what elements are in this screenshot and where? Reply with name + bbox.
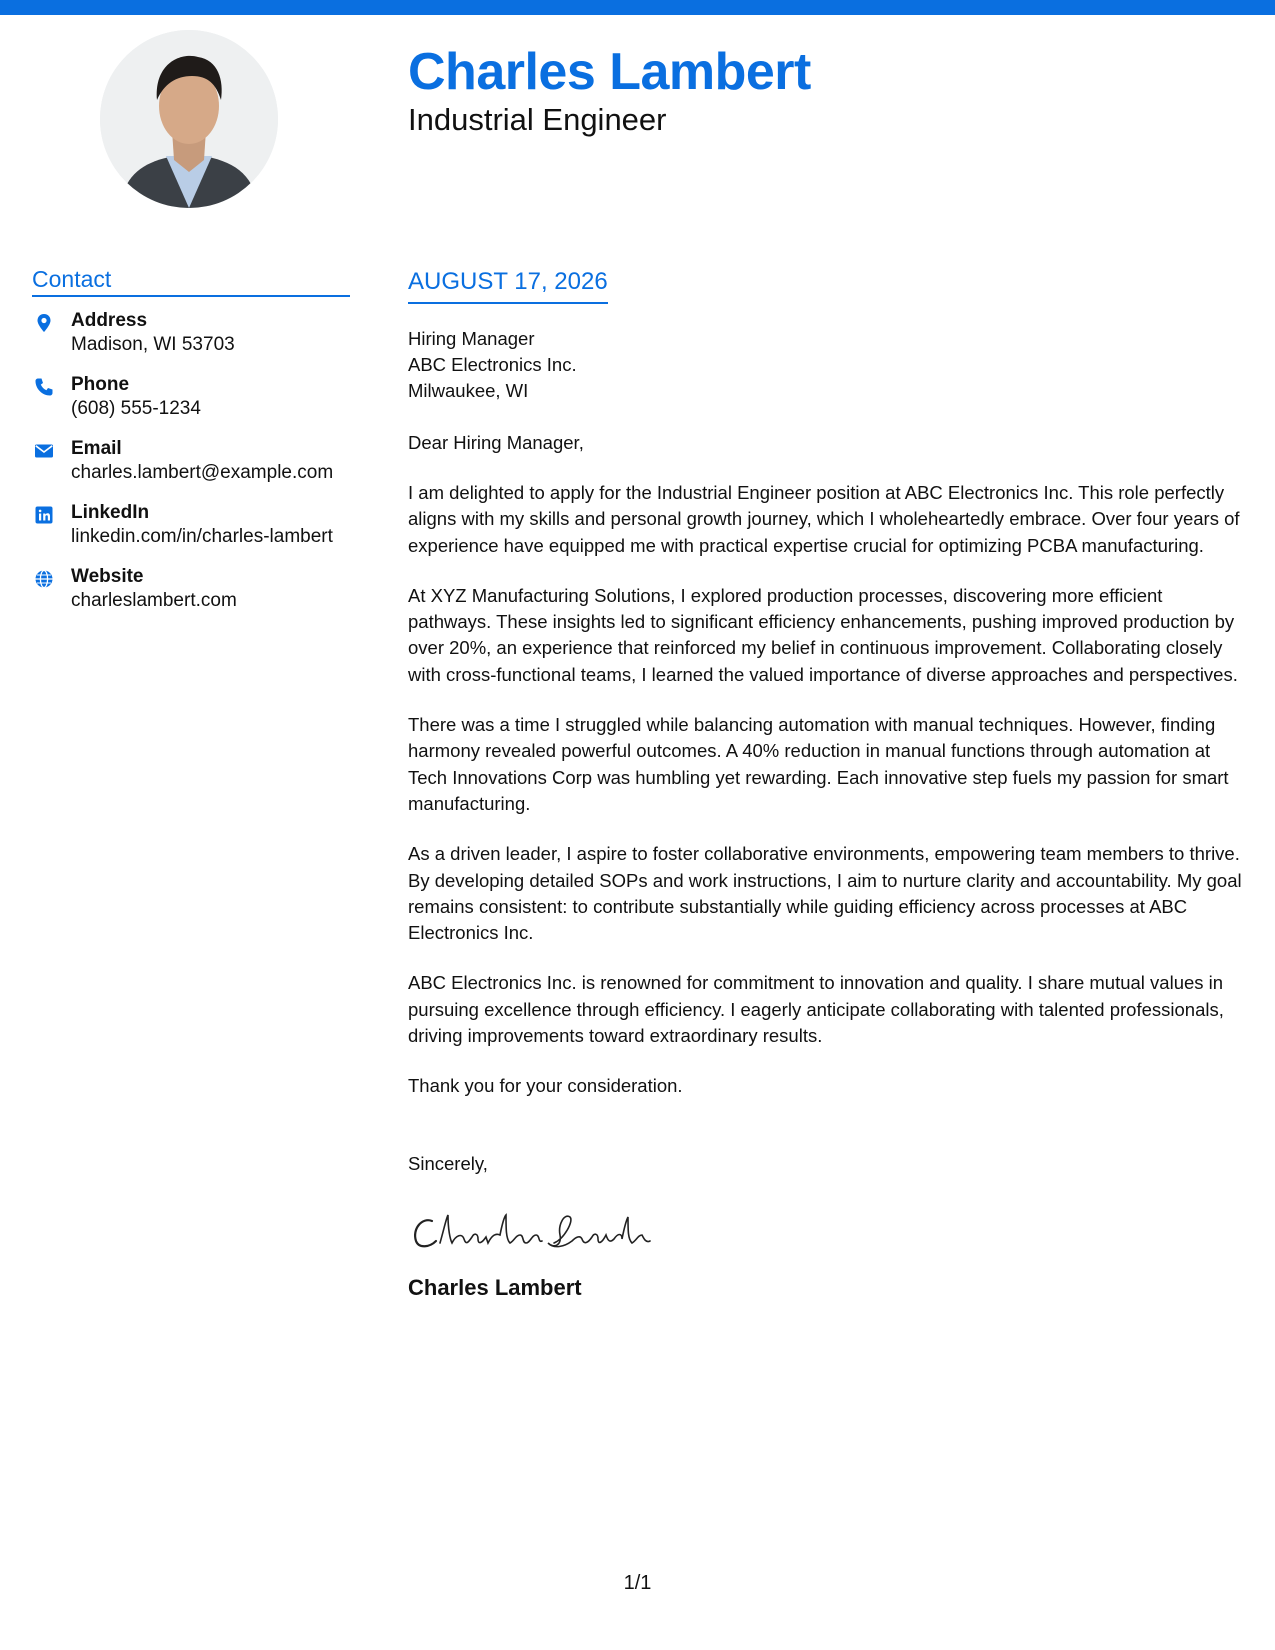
globe-icon (34, 569, 54, 589)
candidate-name: Charles Lambert (408, 43, 811, 101)
website-link[interactable]: charleslambert.com (71, 590, 237, 611)
contact-address (32, 309, 350, 373)
contact-heading: Contact (32, 266, 350, 297)
top-accent-bar (0, 0, 1275, 15)
body-paragraph: I am delighted to apply for the Industrial Engineer position at ABC Electronics Inc. This role perfectly aligns with my skills and personal growth journey, which I wholeheartedly embrace. Over four years of experience have equipped me with practical expertise crucial for optimizing PCBA manufacturing. (408, 482, 1240, 556)
contact-label: Website (71, 566, 144, 587)
recipient-block (408, 326, 1248, 404)
letter-date: AUGUST 17, 2026 (408, 268, 608, 295)
body-paragraph: There was a time I struggled while balancing automation with manual techniques. However, finding harmony revealed powerful outcomes. A 40% reduction in manual functions through automation at Tech Innovations Corp was humbling yet rewarding. Each innovative step fuels my passion for smart manufacturing. (408, 714, 1229, 814)
contact-sidebar (32, 266, 350, 629)
contact-phone (32, 373, 350, 437)
date-underline (408, 268, 608, 304)
signature (408, 1199, 1248, 1259)
phone-link[interactable]: (608) 555-1234 (71, 398, 201, 419)
phone-icon (34, 377, 54, 397)
page-number: 1/1 (623, 1572, 652, 1594)
email-link[interactable]: charles.lambert@example.com (71, 462, 334, 483)
body-paragraph: At XYZ Manufacturing Solutions, I explored production processes, discovering more efficient pathways. These insights led to significant efficiency enhancements, pushing improved production by over 20%, an experience that reinforced my belief in continuous improvement. Collaborating closely with cross-functional teams, I learned the valued importance of diverse approaches and perspectives. (408, 584, 1238, 685)
salutation: Dear Hiring Manager, (408, 432, 584, 453)
contact-linkedin (32, 501, 350, 565)
contact-label: Address (71, 310, 148, 331)
contact-label: LinkedIn (71, 502, 150, 523)
signer-name: Charles Lambert (408, 1275, 582, 1301)
contact-value: Madison, WI 53703 (71, 334, 235, 355)
profile-photo (100, 30, 278, 208)
recipient-location: Milwaukee, WI (408, 380, 529, 401)
contact-email (32, 437, 350, 501)
cover-letter (408, 268, 1248, 1301)
linkedin-link[interactable]: linkedin.com/in/charles-lambert (71, 526, 333, 547)
contact-list (32, 309, 350, 629)
envelope-icon (34, 441, 54, 461)
avatar (100, 30, 278, 208)
job-title: Industrial Engineer (408, 102, 667, 137)
map-pin-icon (34, 313, 54, 333)
recipient-company: ABC Electronics Inc. (408, 354, 577, 375)
closing-line: Sincerely, (408, 1153, 488, 1175)
linkedin-icon (34, 505, 54, 525)
handwritten-signature (408, 1199, 658, 1259)
thanks-line: Thank you for your consideration. (408, 1075, 683, 1097)
contact-website (32, 565, 350, 629)
contact-label: Phone (71, 374, 130, 395)
contact-label: Email (71, 438, 122, 459)
body-paragraph: As a driven leader, I aspire to foster collaborative environments, empowering team members to thrive. By developing detailed SOPs and work instructions, I aim to nurture clarity and accountability. My goal remains consistent: to contribute substantially while guiding efficiency across processes at ABC Electronics Inc. (408, 843, 1242, 944)
body-paragraph: ABC Electronics Inc. is renowned for commitment to innovation and quality. I share mutual values in pursuing excellence through efficiency. I eagerly anticipate collaborating with talented professionals, driving improvements toward extraordinary results. (408, 972, 1224, 1047)
recipient-title: Hiring Manager (408, 328, 535, 349)
